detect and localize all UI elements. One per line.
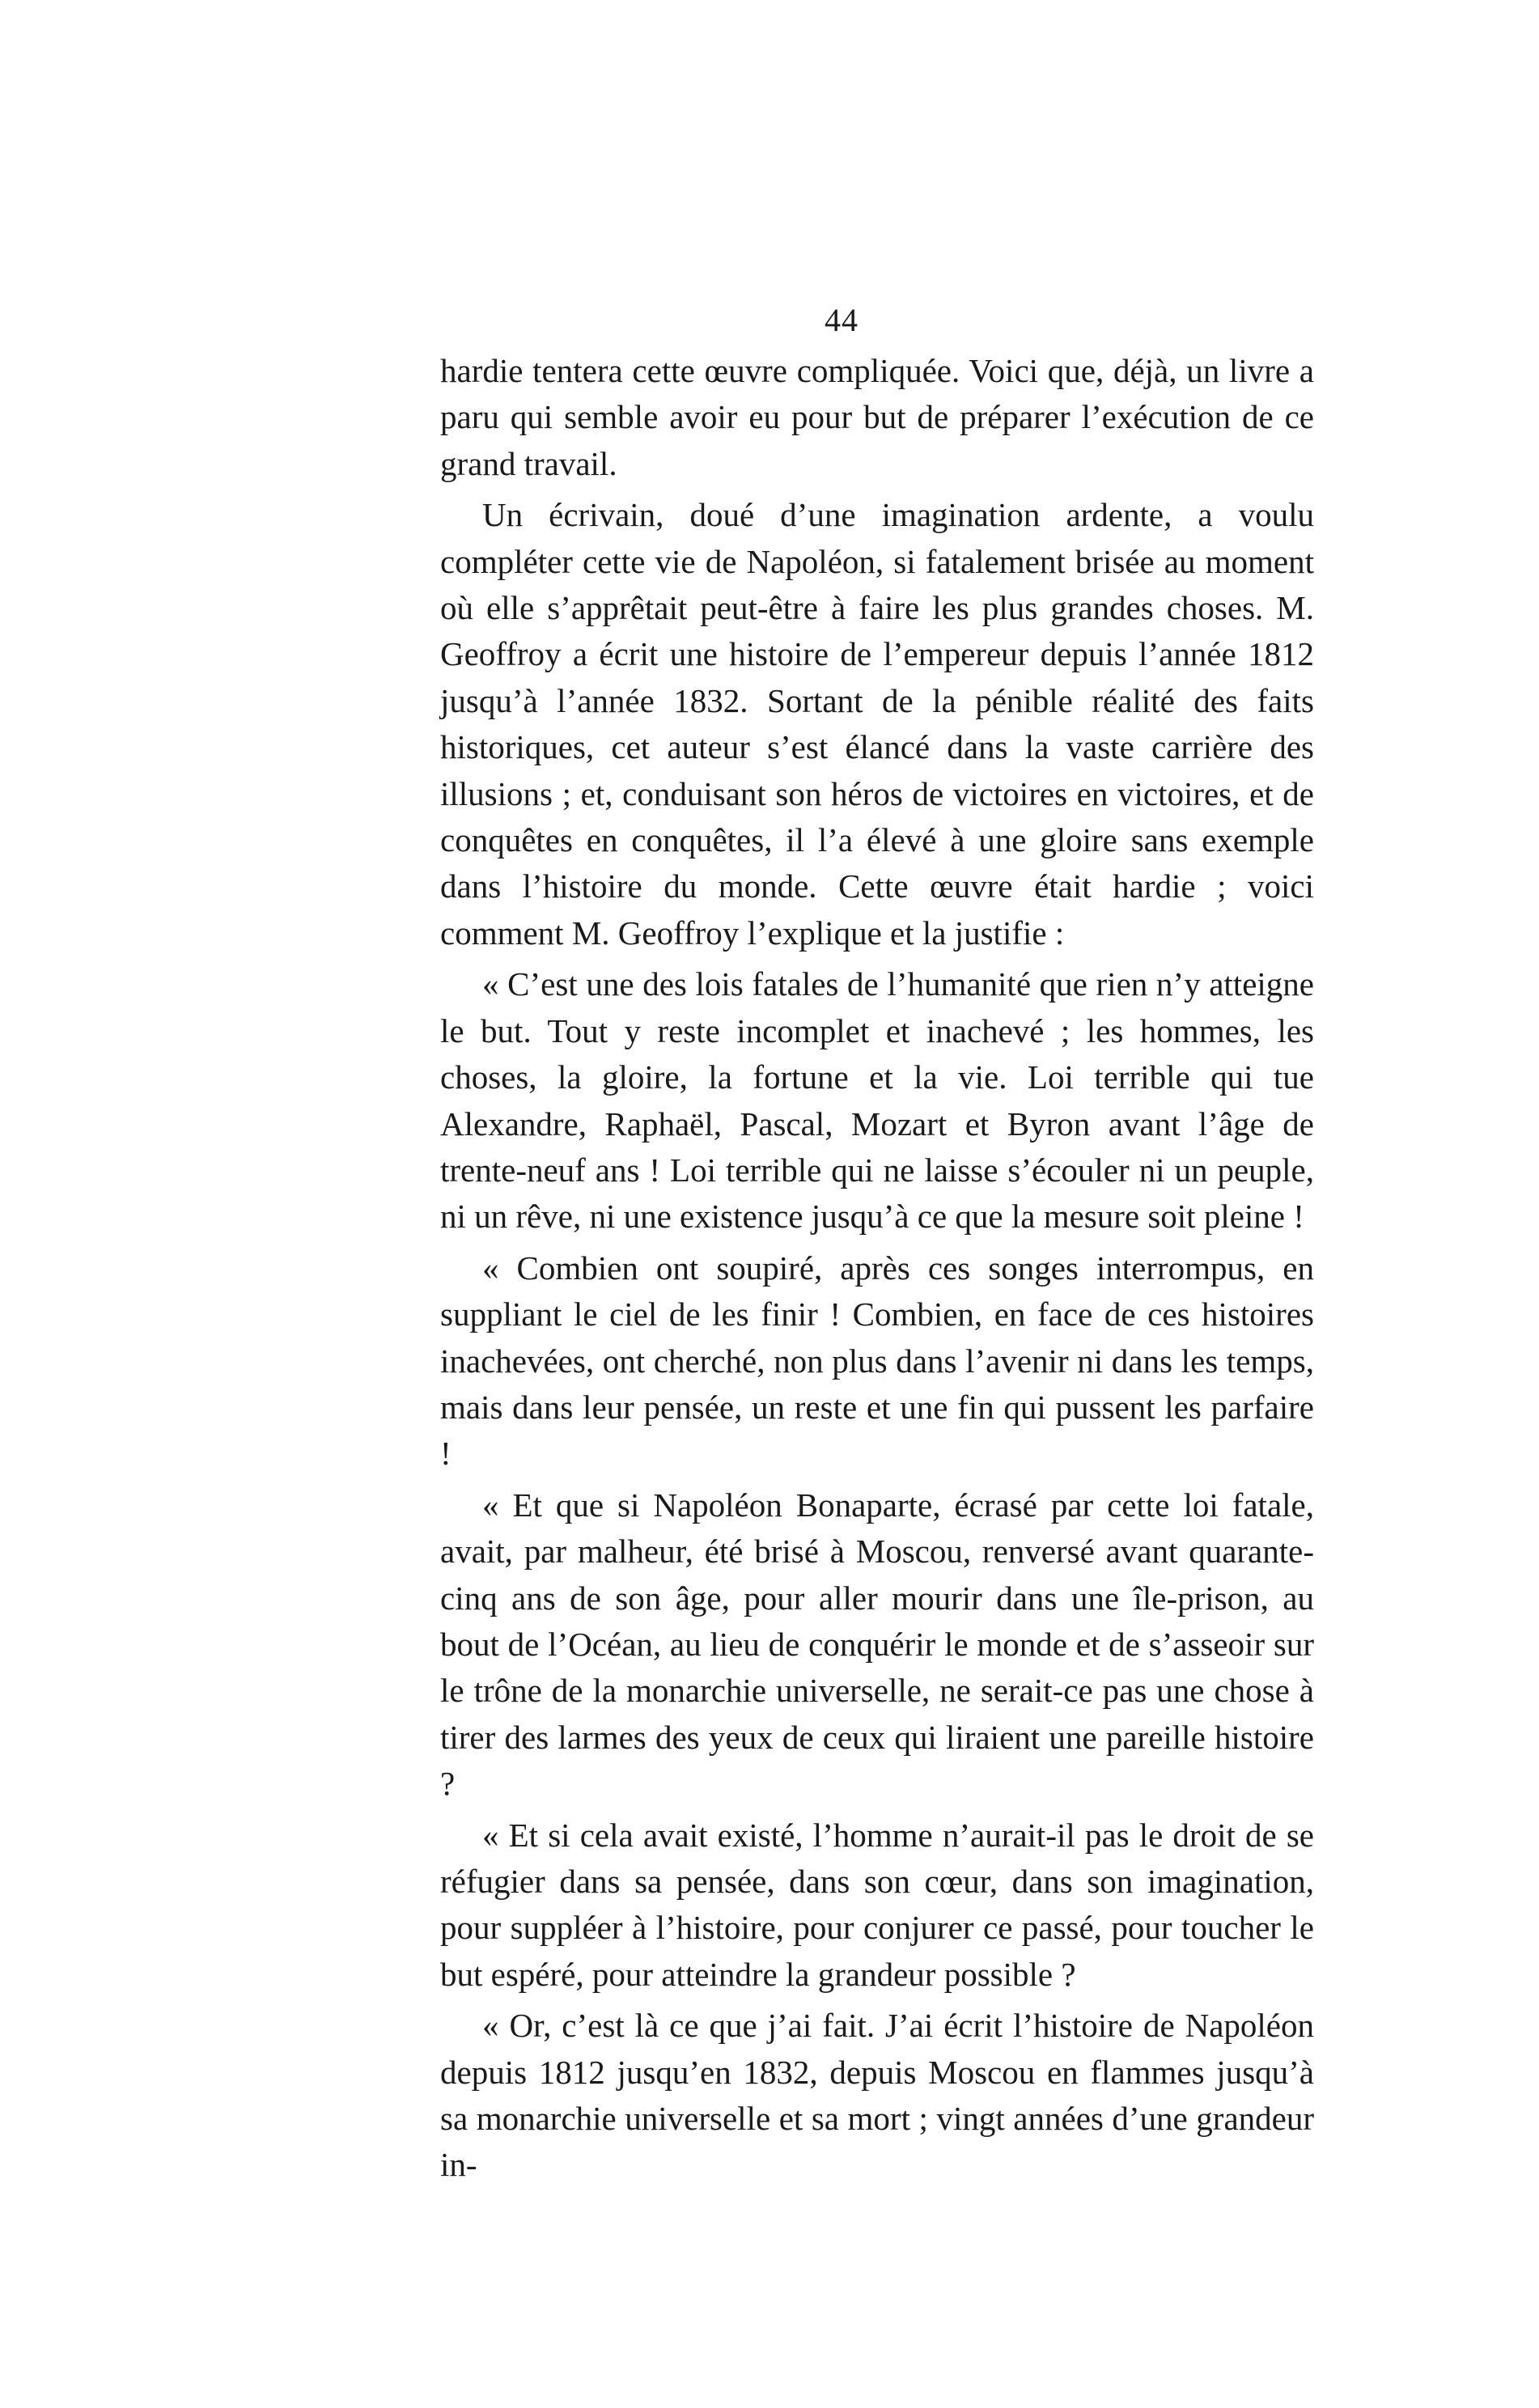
paragraph-quote-histoire: « Or, c’est là ce que j’ai fait. J’ai écrit l’histoire de Napoléon depuis 1812 jusqu’en 1832, depuis Moscou en flammes jusqu’à sa monarchie universelle et sa mort ; vingt années d’une grandeur in- (440, 2007, 1314, 2184)
paragraph-continuation: hardie tentera cette œuvre compliquée. Voici que, déjà, un livre a paru qui semble avoir eu pour but de préparer l’exécution de ce grand travail. (440, 352, 1314, 482)
paragraph-quote-napoleon: « Et que si Napoléon Bonaparte, écrasé par cette loi fatale, avait, par malheur, été brisé à Moscou, renversé avant quarante-cinq ans de son âge, pour aller mourir dans une île-prison, au bout de l’Océan, au lieu de conquérir le monde et de s’asseoir sur le trône de la monarchie universelle, ne serait-ce pas une chose à tirer des larmes des yeux de ceux qui liraient une pareille histoire ? (440, 1486, 1314, 1803)
paragraph-quote-lois-fatales: « C’est une des lois fatales de l’humanité que rien n’y atteigne le but. Tout y reste incomplet et inachevé ; les hommes, les choses, la gloire, la fortune et la vie. Loi terrible qui tue Alexandre, Raphaël, Pascal, Mozart et Byron avant l’âge de trente-neuf ans ! Loi terrible qui ne laisse s’écouler ni un peuple, ni un rêve, ni une existence jusqu’à ce que la mesure soit pleine ! (440, 965, 1314, 1236)
body-text (440, 348, 1314, 2194)
page-number: 44 (825, 302, 859, 338)
paragraph-quote-pensee: « Et si cela avait existé, l’homme n’aurait-il pas le droit de se réfugier dans sa pensée, dans son cœur, dans son imagination, pour suppléer à l’histoire, pour conjurer ce passé, pour toucher le but espéré, pour atteindre la grandeur possible ? (440, 1816, 1314, 1993)
paragraph-geoffroy-intro: Un écrivain, doué d’une imagination ardente, a voulu compléter cette vie de Napoléon, si fatalement brisée au moment où elle s’apprêtait peut-être à faire les plus grandes choses. M. Geoffroy a écrit une histoire de l’empereur depuis l’année 1812 jusqu’à l’année 1832. Sortant de la pénible réalité des faits historiques, cet auteur s’est élancé dans la vaste carrière des illusions ; et, conduisant son héros de victoires en victoires, et de conquêtes en conquêtes, il l’a élevé à une gloire sans exemple dans l’histoire du monde. Cette œuvre était hardie ; voici comment M. Geoffroy l’explique et la justifie : (440, 496, 1314, 952)
paragraph-quote-combien: « Combien ont soupiré, après ces songes interrompus, en suppliant le ciel de les finir ! Combien, en face de ces histoires inachevées, ont cherché, non plus dans l’avenir ni dans les temps, mais dans leur pensée, un reste et une fin qui pussent les parfaire ! (440, 1249, 1314, 1473)
